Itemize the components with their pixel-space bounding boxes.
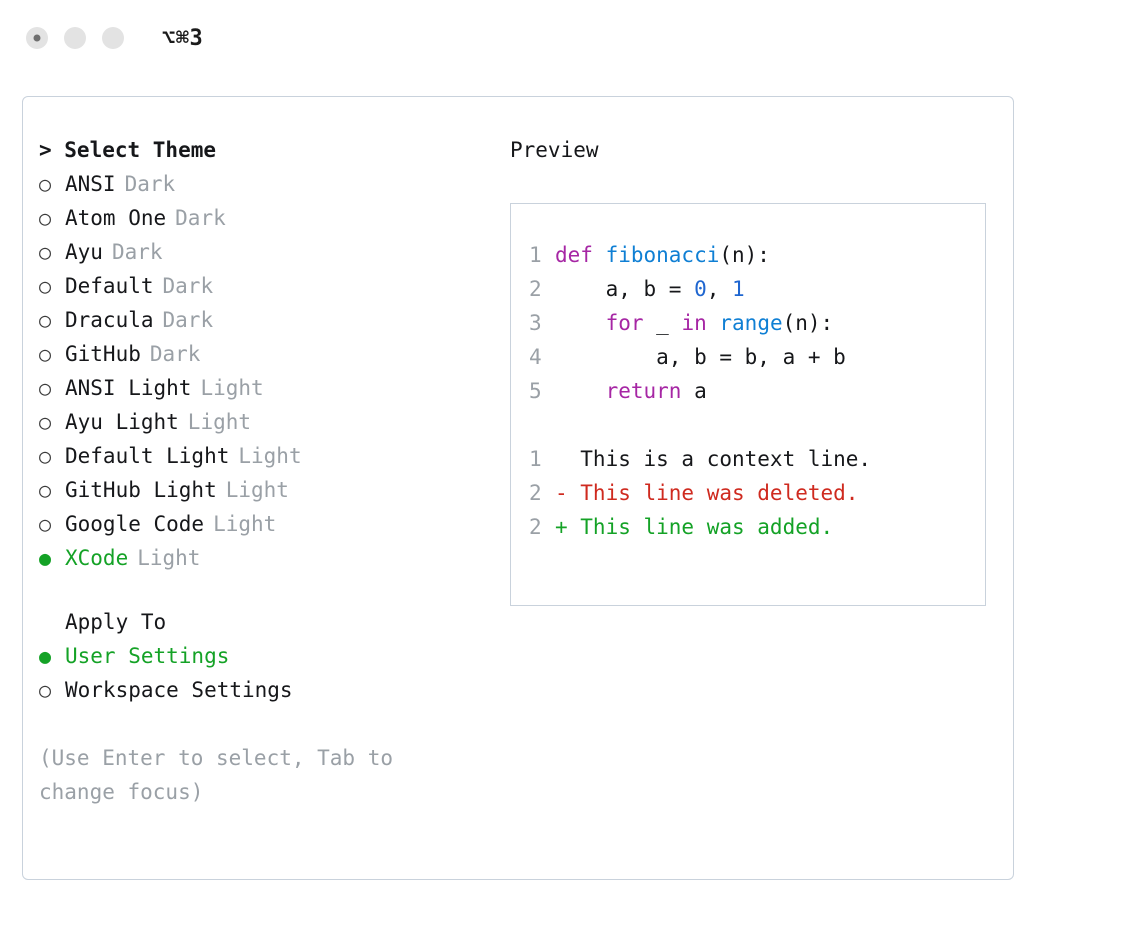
diff-line xyxy=(529,476,985,510)
theme-option-default-light[interactable] xyxy=(39,439,488,473)
theme-option-variant: Light xyxy=(213,512,277,536)
radio-unselected-icon: ○ xyxy=(39,308,52,332)
apply-to-label: Apply To xyxy=(65,610,167,634)
diff-line xyxy=(529,442,985,476)
radio-unselected-icon: ○ xyxy=(39,206,52,230)
code-token: 1 xyxy=(732,277,745,301)
apply-to-option-label: User Settings xyxy=(65,644,230,668)
keyboard-hint: (Use Enter to select, Tab to change focus) xyxy=(39,746,406,804)
apply-to-option-user-settings[interactable] xyxy=(39,639,488,673)
theme-option-label: ANSI xyxy=(65,172,116,196)
preview-title: Preview xyxy=(510,138,599,162)
apply-to-option-workspace-settings[interactable] xyxy=(39,673,488,707)
preview-column xyxy=(488,133,1013,809)
theme-option-label: Ayu Light xyxy=(65,410,179,434)
code-blank-line xyxy=(529,408,985,442)
theme-option-atom-one[interactable] xyxy=(39,201,488,235)
theme-option-label: Atom One xyxy=(65,206,167,230)
code-token: a, b = xyxy=(555,277,695,301)
code-token xyxy=(555,379,606,403)
theme-option-variant: Light xyxy=(225,478,289,502)
theme-option-variant: Light xyxy=(137,546,201,570)
line-number: 1 xyxy=(529,243,542,267)
code-token: return xyxy=(605,379,695,403)
theme-option-variant: Dark xyxy=(111,240,163,264)
theme-option-ansi[interactable] xyxy=(39,167,488,201)
line-number: 2 xyxy=(529,277,542,301)
select-theme-heading: > Select Theme xyxy=(39,138,217,162)
code-token: (n): xyxy=(782,311,834,335)
window-minimize-dot[interactable] xyxy=(64,27,86,49)
diff-text: - This line was deleted. xyxy=(555,481,859,505)
line-number: 2 xyxy=(529,481,542,505)
diff-line xyxy=(529,510,985,544)
radio-unselected-icon: ○ xyxy=(39,512,52,536)
theme-option-label: Google Code xyxy=(65,512,205,536)
code-token: for xyxy=(605,311,657,335)
spacer xyxy=(39,575,488,605)
theme-option-variant: Light xyxy=(238,444,302,468)
theme-option-label: Default Light xyxy=(65,444,230,468)
code-token: (n): xyxy=(719,243,770,267)
code-line xyxy=(529,340,985,374)
theme-option-xcode[interactable] xyxy=(39,541,488,575)
code-token: fibonacci xyxy=(605,243,720,267)
diff-sample xyxy=(529,442,985,544)
radio-unselected-icon: ○ xyxy=(39,678,52,702)
apply-to-option-list[interactable] xyxy=(39,639,488,707)
theme-option-label: Ayu xyxy=(65,240,103,264)
code-line xyxy=(529,238,985,272)
theme-option-variant: Dark xyxy=(175,206,226,230)
window-close-dot[interactable] xyxy=(26,27,48,49)
theme-option-variant: Light xyxy=(187,410,252,434)
theme-option-label: Dracula xyxy=(65,308,154,332)
code-line xyxy=(529,272,985,306)
code-token: def xyxy=(555,243,606,267)
line-number: 3 xyxy=(529,311,542,335)
code-token: 0 xyxy=(694,277,707,301)
theme-option-ayu-light[interactable] xyxy=(39,405,488,439)
radio-selected-icon: ● xyxy=(39,546,52,570)
theme-option-ansi-light[interactable] xyxy=(39,371,488,405)
line-number: 5 xyxy=(529,379,542,403)
code-token: a, b = b, a + b xyxy=(555,345,846,369)
radio-unselected-icon: ○ xyxy=(39,172,52,196)
code-line xyxy=(529,306,985,340)
code-line xyxy=(529,374,985,408)
theme-option-label: GitHub Light xyxy=(65,478,217,502)
code-token: a xyxy=(694,379,707,403)
theme-option-variant: Dark xyxy=(149,342,201,366)
line-number: 1 xyxy=(529,447,542,471)
theme-option-variant: Dark xyxy=(124,172,176,196)
apply-to-option-label: Workspace Settings xyxy=(65,678,293,702)
theme-option-default[interactable] xyxy=(39,269,488,303)
theme-option-label: XCode xyxy=(65,546,129,570)
code-token: , xyxy=(706,277,733,301)
code-token xyxy=(555,311,606,335)
line-number: 4 xyxy=(529,345,542,369)
theme-option-ayu[interactable] xyxy=(39,235,488,269)
line-number: 2 xyxy=(529,515,542,539)
theme-option-variant: Dark xyxy=(162,274,214,298)
spacer-2 xyxy=(39,707,488,741)
diff-text: This is a context line. xyxy=(555,447,872,471)
preview-box xyxy=(510,203,986,606)
radio-unselected-icon: ○ xyxy=(39,342,52,366)
theme-list-column xyxy=(23,133,488,809)
theme-option-list[interactable] xyxy=(39,167,488,575)
theme-option-variant: Dark xyxy=(162,308,214,332)
code-token: _ xyxy=(656,311,682,335)
window-zoom-dot[interactable] xyxy=(102,27,124,49)
theme-option-github-light[interactable] xyxy=(39,473,488,507)
diff-text: + This line was added. xyxy=(555,515,834,539)
radio-unselected-icon: ○ xyxy=(39,410,52,434)
radio-unselected-icon: ○ xyxy=(39,478,52,502)
radio-unselected-icon: ○ xyxy=(39,444,52,468)
theme-option-variant: Light xyxy=(200,376,264,400)
code-sample xyxy=(529,238,985,408)
theme-option-label: GitHub xyxy=(65,342,141,366)
radio-unselected-icon: ○ xyxy=(39,376,52,400)
shortcut-label: ⌥⌘3 xyxy=(162,25,204,51)
theme-option-google-code[interactable] xyxy=(39,507,488,541)
radio-selected-icon: ● xyxy=(39,644,52,668)
radio-unselected-icon: ○ xyxy=(39,240,52,264)
code-token: in xyxy=(681,311,720,335)
theme-option-label: ANSI Light xyxy=(65,376,192,400)
theme-selector-panel xyxy=(22,96,1014,880)
code-token: range xyxy=(719,311,783,335)
theme-option-github[interactable] xyxy=(39,337,488,371)
theme-option-label: Default xyxy=(65,274,154,298)
theme-option-dracula[interactable] xyxy=(39,303,488,337)
title-bar xyxy=(0,0,1140,76)
radio-unselected-icon: ○ xyxy=(39,274,52,298)
